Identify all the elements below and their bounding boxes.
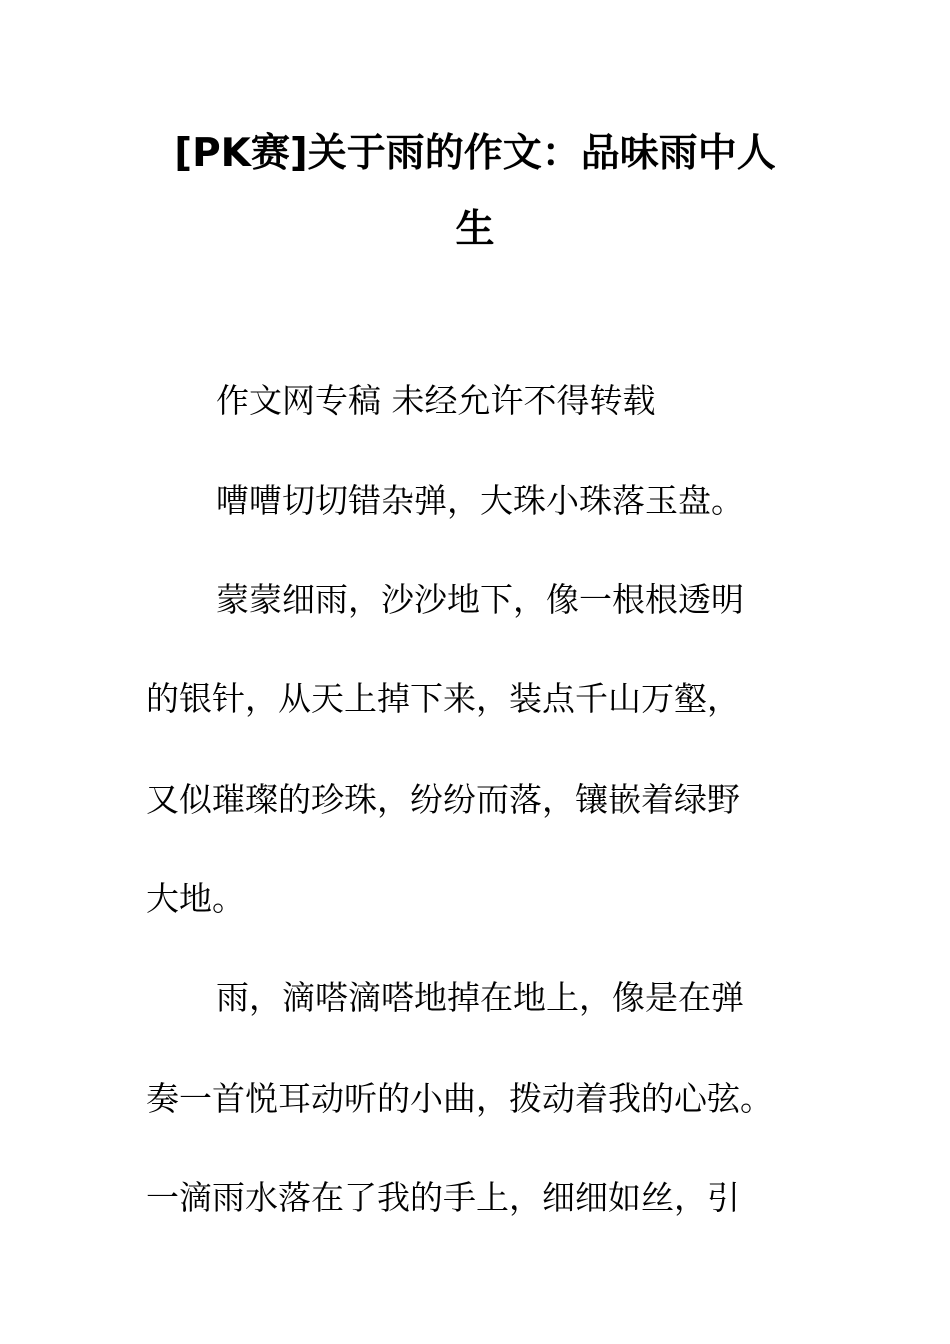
byline: 作文网专稿 未经允许不得转载 (216, 381, 656, 420)
paragraph-line: 蒙蒙细雨，沙沙地下，像一根根透明 (216, 580, 744, 619)
paragraph-line: 大地。 (146, 879, 245, 918)
paragraph-line: 奏一首悦耳动听的小曲，拨动着我的心弦。 (146, 1079, 773, 1118)
paragraph-line: 嘈嘈切切错杂弹，大珠小珠落玉盘。 (216, 481, 744, 520)
document-title-line-1: [PK赛]关于雨的作文：品味雨中人 (174, 131, 776, 176)
paragraph-line: 又似璀璨的珍珠，纷纷而落，镶嵌着绿野 (146, 780, 740, 819)
document-title-line-2: 生 (455, 207, 495, 252)
paragraph-line: 的银针，从天上掉下来，装点千山万壑， (146, 679, 740, 718)
paragraph-line: 一滴雨水落在了我的手上，细细如丝，引 (146, 1178, 740, 1217)
paragraph-line: 雨，滴嗒滴嗒地掉在地上，像是在弹 (216, 978, 744, 1017)
